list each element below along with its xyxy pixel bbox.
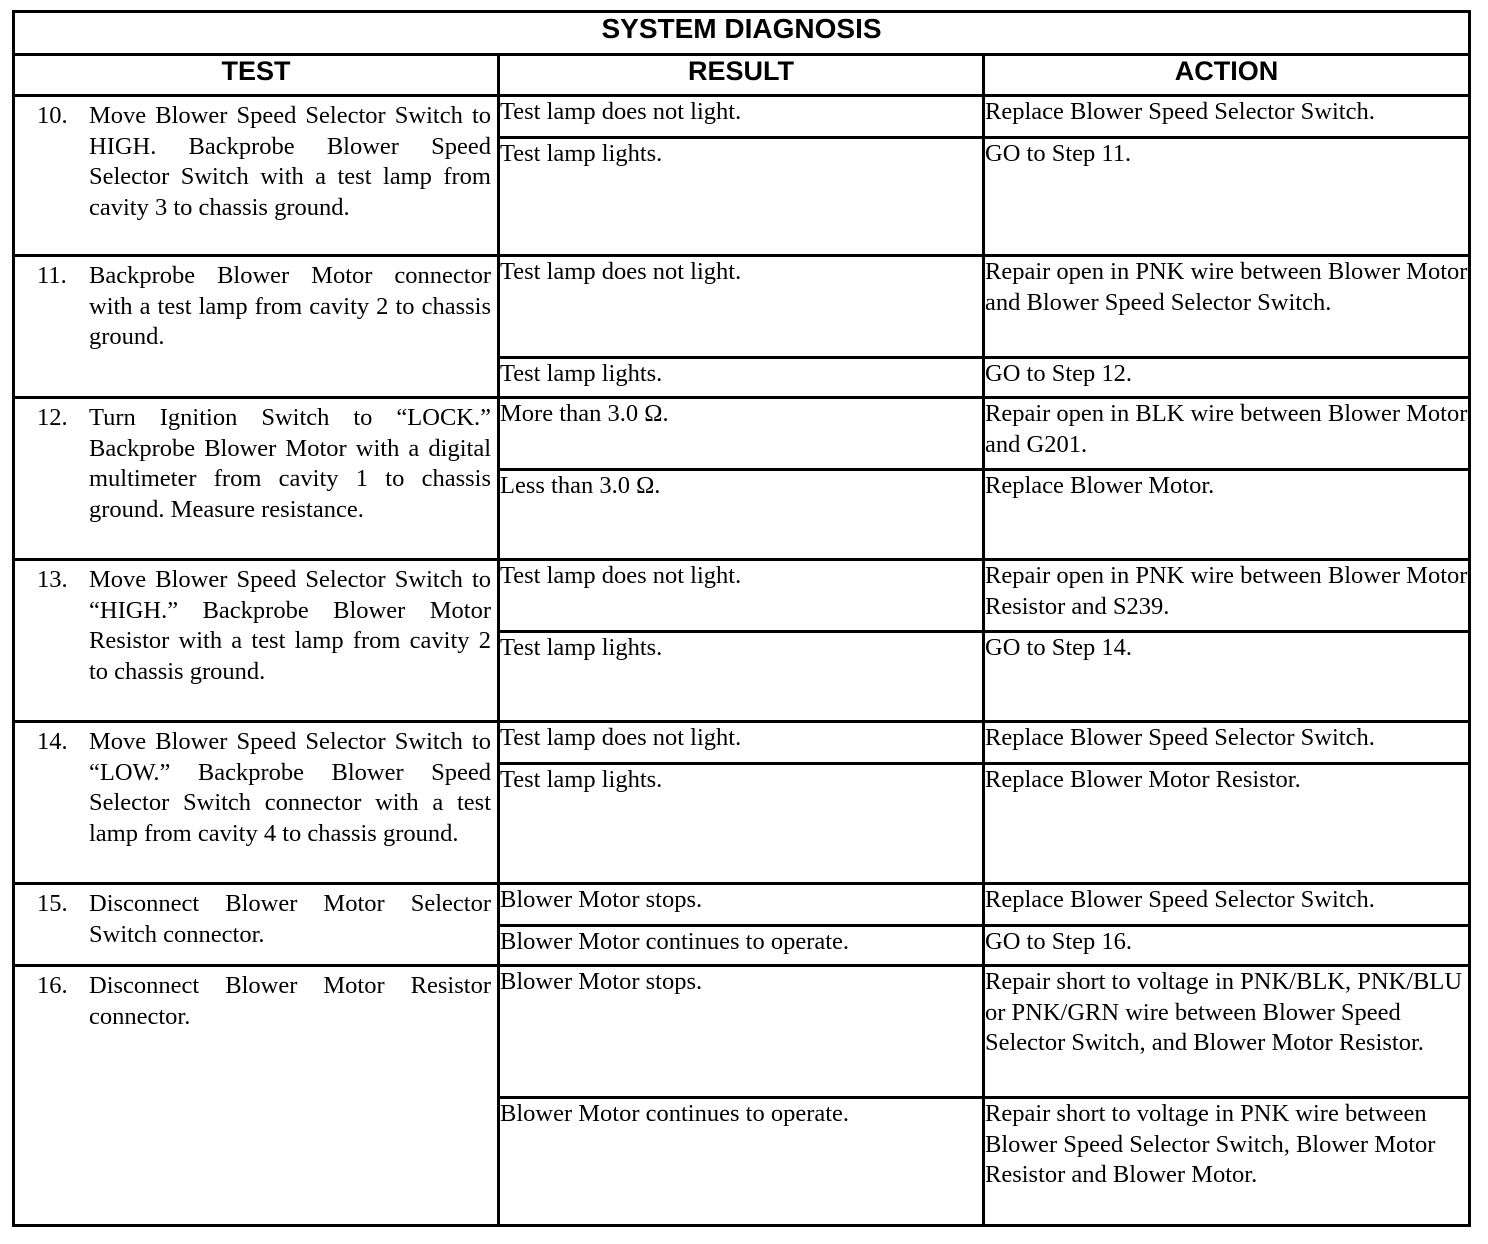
test-text: Turn Ignition Switch to “LOCK.” Backprobe Blower Motor with a digital multimeter from cavity 1 to chassis ground. Measure resistance. <box>89 404 491 523</box>
result-cell: Test lamp does not light. <box>499 96 984 138</box>
test-text: Disconnect Blower Motor Selector Switch connector. <box>89 890 491 948</box>
table-row <box>14 884 1470 926</box>
action-cell: GO to Step 16. <box>984 926 1470 966</box>
table-row <box>14 96 1470 138</box>
action-column-header: ACTION <box>984 55 1470 96</box>
test-cell <box>14 884 499 966</box>
action-cell: Replace Blower Speed Selector Switch. <box>984 884 1470 926</box>
test-cell <box>14 560 499 722</box>
step-number: 14. <box>37 728 68 755</box>
result-cell: Blower Motor continues to operate. <box>499 926 984 966</box>
test-cell <box>14 256 499 398</box>
step-number: 13. <box>37 566 68 593</box>
table-title: SYSTEM DIAGNOSIS <box>14 12 1470 55</box>
system-diagnosis-table <box>12 10 1471 1227</box>
step-number: 11. <box>37 262 67 289</box>
action-cell: Repair short to voltage in PNK wire between Blower Speed Selector Switch, Blower Motor Resistor and Blower Motor. <box>984 1098 1470 1226</box>
table-row <box>14 722 1470 764</box>
result-cell: Test lamp lights. <box>499 358 984 398</box>
title-row <box>14 12 1470 55</box>
result-cell: Test lamp does not light. <box>499 256 984 358</box>
table-row <box>14 256 1470 358</box>
action-cell: Replace Blower Speed Selector Switch. <box>984 96 1470 138</box>
action-cell: Replace Blower Motor. <box>984 470 1470 560</box>
action-cell: Replace Blower Motor Resistor. <box>984 764 1470 884</box>
table-row <box>14 398 1470 470</box>
test-column-header: TEST <box>14 55 499 96</box>
result-cell: Test lamp does not light. <box>499 560 984 632</box>
step-number: 12. <box>37 404 68 431</box>
result-cell: Test lamp lights. <box>499 632 984 722</box>
result-cell: Test lamp lights. <box>499 138 984 256</box>
action-cell: Repair open in PNK wire between Blower Motor and Blower Speed Selector Switch. <box>984 256 1470 358</box>
result-cell: More than 3.0 Ω. <box>499 398 984 470</box>
action-cell: GO to Step 14. <box>984 632 1470 722</box>
result-cell: Blower Motor stops. <box>499 966 984 1098</box>
table-row <box>14 966 1470 1098</box>
test-cell <box>14 722 499 884</box>
result-column-header: RESULT <box>499 55 984 96</box>
action-cell: Repair short to voltage in PNK/BLK, PNK/BLU or PNK/GRN wire between Blower Speed Selector Switch, and Blower Motor Resistor. <box>984 966 1470 1098</box>
result-cell: Blower Motor stops. <box>499 884 984 926</box>
step-number: 16. <box>37 972 68 999</box>
test-cell <box>14 96 499 256</box>
step-number: 15. <box>37 890 68 917</box>
result-cell: Blower Motor continues to operate. <box>499 1098 984 1226</box>
header-row <box>14 55 1470 96</box>
result-cell: Test lamp does not light. <box>499 722 984 764</box>
action-cell: GO to Step 12. <box>984 358 1470 398</box>
result-cell: Less than 3.0 Ω. <box>499 470 984 560</box>
action-cell: Replace Blower Speed Selector Switch. <box>984 722 1470 764</box>
step-number: 10. <box>37 102 68 129</box>
test-cell <box>14 398 499 560</box>
test-text: Disconnect Blower Motor Resistor connector. <box>89 972 491 1030</box>
test-text: Move Blower Speed Selector Switch to “HIGH.” Backprobe Blower Motor Resistor with a test lamp from cavity 2 to chassis ground. <box>89 566 491 685</box>
test-text: Move Blower Speed Selector Switch to HIGH. Backprobe Blower Speed Selector Switch with a test lamp from cavity 3 to chassis ground. <box>89 102 491 221</box>
action-cell: Repair open in BLK wire between Blower Motor and G201. <box>984 398 1470 470</box>
test-text: Move Blower Speed Selector Switch to “LOW.” Backprobe Blower Speed Selector Switch connector with a test lamp from cavity 4 to chassis ground. <box>89 728 491 847</box>
test-text: Backprobe Blower Motor connector with a test lamp from cavity 2 to chassis ground. <box>89 262 491 350</box>
action-cell: Repair open in PNK wire between Blower Motor Resistor and S239. <box>984 560 1470 632</box>
result-cell: Test lamp lights. <box>499 764 984 884</box>
test-cell <box>14 966 499 1226</box>
table-row <box>14 560 1470 632</box>
action-cell: GO to Step 11. <box>984 138 1470 256</box>
